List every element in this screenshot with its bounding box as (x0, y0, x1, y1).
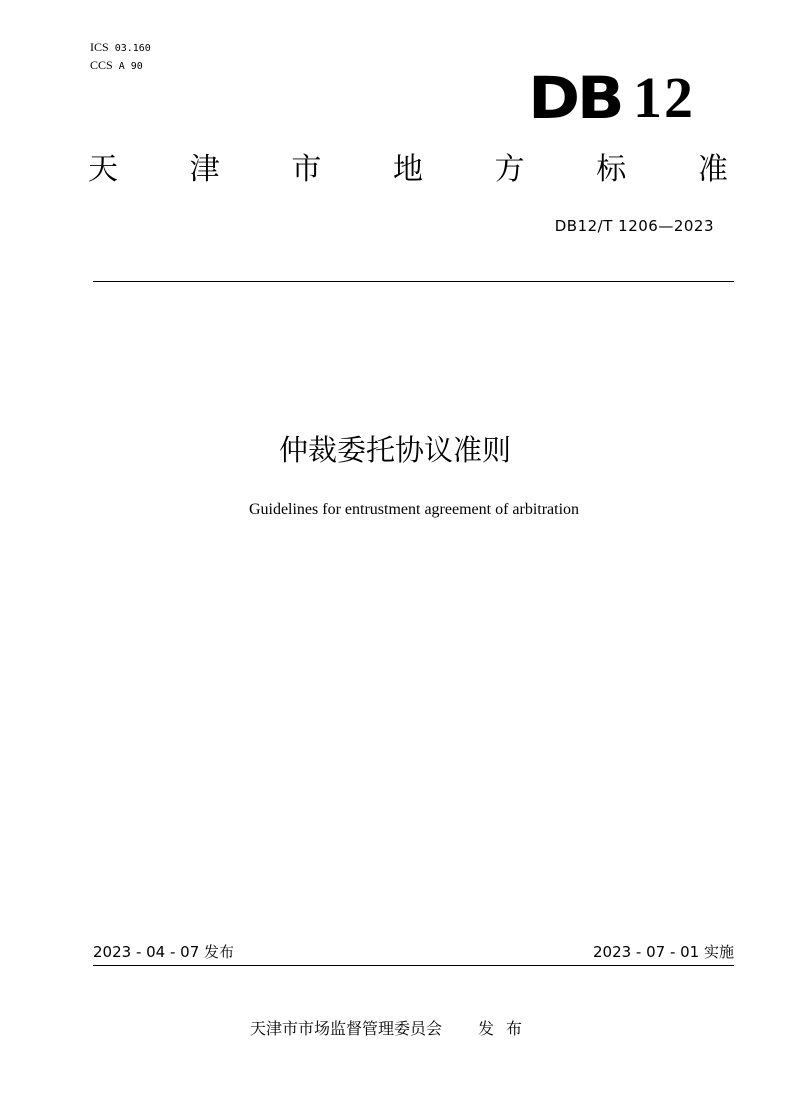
ics-value: 03.160 (114, 43, 151, 54)
standard-number: DB12/T 1206—2023 (554, 217, 714, 235)
ccs-label: CCS (90, 58, 113, 72)
implementation-date: 2023 - 07 - 01 实施 (592, 943, 734, 961)
standard-type-heading (88, 150, 728, 190)
db-logo-number: 12 (633, 65, 695, 130)
header-divider (93, 281, 734, 282)
document-subtitle: Guidelines for entrustment agreement of arbitration (248, 501, 580, 518)
issuing-authority (250, 1018, 534, 1040)
document-title: 仲裁委托协议准则 (278, 433, 511, 467)
standard-type-char: 准 (697, 152, 728, 187)
ics-code (90, 40, 151, 56)
issuer-action: 发布 (478, 1019, 535, 1038)
standard-type-char: 天 (88, 152, 118, 187)
standard-type-char: 市 (291, 152, 322, 187)
issue-date: 2023 - 04 - 07 发布 (93, 943, 235, 961)
ccs-code (90, 58, 143, 74)
issuer-name: 天津市市场监督管理委员会 (250, 1019, 443, 1038)
db-logo (527, 64, 695, 132)
standard-type-char: 地 (392, 152, 423, 187)
ics-label: ICS (90, 40, 109, 54)
standard-type-char: 方 (494, 152, 525, 187)
footer-divider (93, 965, 734, 966)
standard-type-char: 津 (189, 152, 220, 187)
ccs-value: A 90 (118, 61, 143, 72)
db-logo-letters: DB (527, 64, 621, 132)
standard-type-char: 标 (596, 152, 627, 187)
